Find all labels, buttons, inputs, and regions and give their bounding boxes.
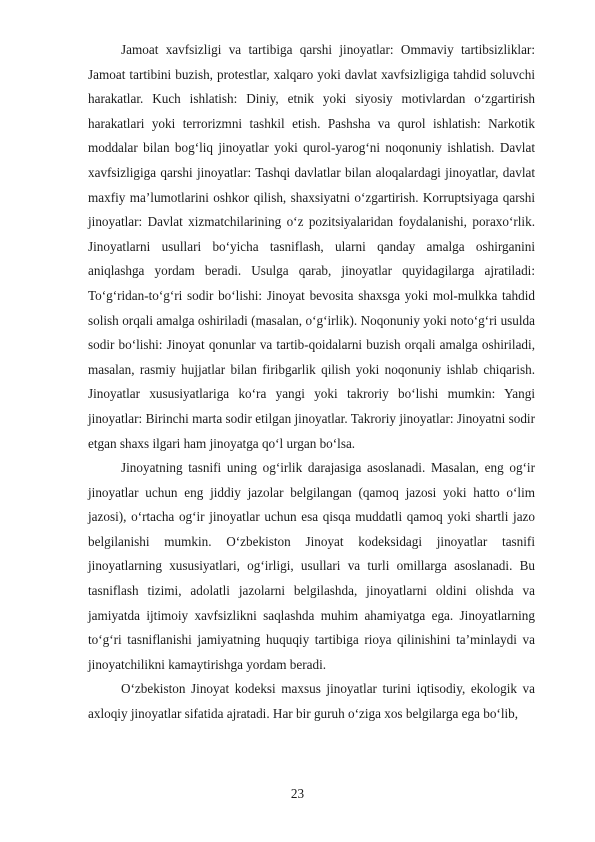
paragraph-special-crimes: O‘zbekiston Jinoyat kodeksi maxsus jinoyatlar turini iqtisodiy, ekologik va axloqiy jinoyatlar sifatida ajratadi. Har bir guruh o‘ziga xos belgilarga ega bo‘lib, bbox=[88, 681, 535, 722]
page-number: 23 bbox=[290, 786, 305, 801]
paragraph-public-order-crimes: Jamoat xavfsizligi va tartibiga qarshi jinoyatlar: Ommaviy tartibsizliklar: Jamoat tartibini buzish, protestlar, xalqaro yoki davlat xavfsizligiga tahdid soluvchi harakatlar. Kuch ishlatish: Diniy, etnik yoki siyosiy motivlardan o‘zgartirish harakatlari yoki terrorizmni tashkil etish. Pashsha va qurol ishlatish: Narkotik moddalar bilan bog‘liq jinoyatlar yoki qurol-yarog‘ni noqonuniy ishlatish. Davlat xavfsizligiga qarshi jinoyatlar: Tashqi davlatlar bilan aloqalardagi jinoyatlar, davlat maxfiy ma’lumotlarini oshkor qilish, shaxsiyatni o‘zgartirish. Korruptsiyaga qarshi jinoyatlar: Davlat xizmatchilarining o‘z pozitsiyalaridan foydalanishi, poraxo‘rlik. Jinoyatlarni usullari bo‘yicha tasniflash, ularni qanday amalga oshirganini aniqlashga yordam beradi. Usulga qarab, jinoyatlar quyidagilarga ajratiladi: To‘g‘ridan-to‘g‘ri sodir bo‘lishi: Jinoyat bevosita shaxsga yoki mol-mulkka tahdid solish orqali amalga oshiriladi (masalan, o‘g‘irlik). Noqonuniy yoki noto‘g‘ri usulda sodir bo‘lishi: Jinoyat qonunlar va tartib-qoidalarni buzish orqali amalga oshiriladi, masalan, rasmiy hujjatlar bilan firibgarlik qilish yoki noqonuniy ishlab chiqarish. Jinoyatlar xususiyatlariga ko‘ra yangi yoki takroriy bo‘lishi mumkin: Yangi jinoyatlar: Birinchi marta sodir etilgan jinoyatlar. Takroriy jinoyatlar: Jinoyatni sodir etgan shaxs ilgari ham jinoyatga qo‘l urgan bo‘lsa. bbox=[88, 42, 535, 451]
document-body bbox=[88, 38, 535, 727]
paragraph-crime-classification: Jinoyatning tasnifi uning og‘irlik darajasiga asoslanadi. Masalan, eng og‘ir jinoyatlar uchun eng jiddiy jazolar belgilangan (qamoq jazosi yoki hatto o‘lim jazosi), o‘rtacha og‘ir jinoyatlar uchun esa qisqa muddatli qamoq yoki shartli jazo belgilanishi mumkin. O‘zbekiston Jinoyat kodeksidagi jinoyatlar tasnifi jinoyatlarning xususiyatlari, og‘irligi, usullari va turli omillarga asoslanadi. Bu tasniflash tizimi, adolatli jazolarni belgilashda, jinoyatlarni oldini olishda va jamiyatda ijtimoiy xavfsizlikni saqlashda muhim ahamiyatga ega. Jinoyatlarning to‘g‘ri tasniflanishi jamiyatning huquqiy tartibiga rioya qilinishini ta’minlaydi va jinoyatchilikni kamaytirishga yordam beradi. bbox=[88, 460, 535, 672]
